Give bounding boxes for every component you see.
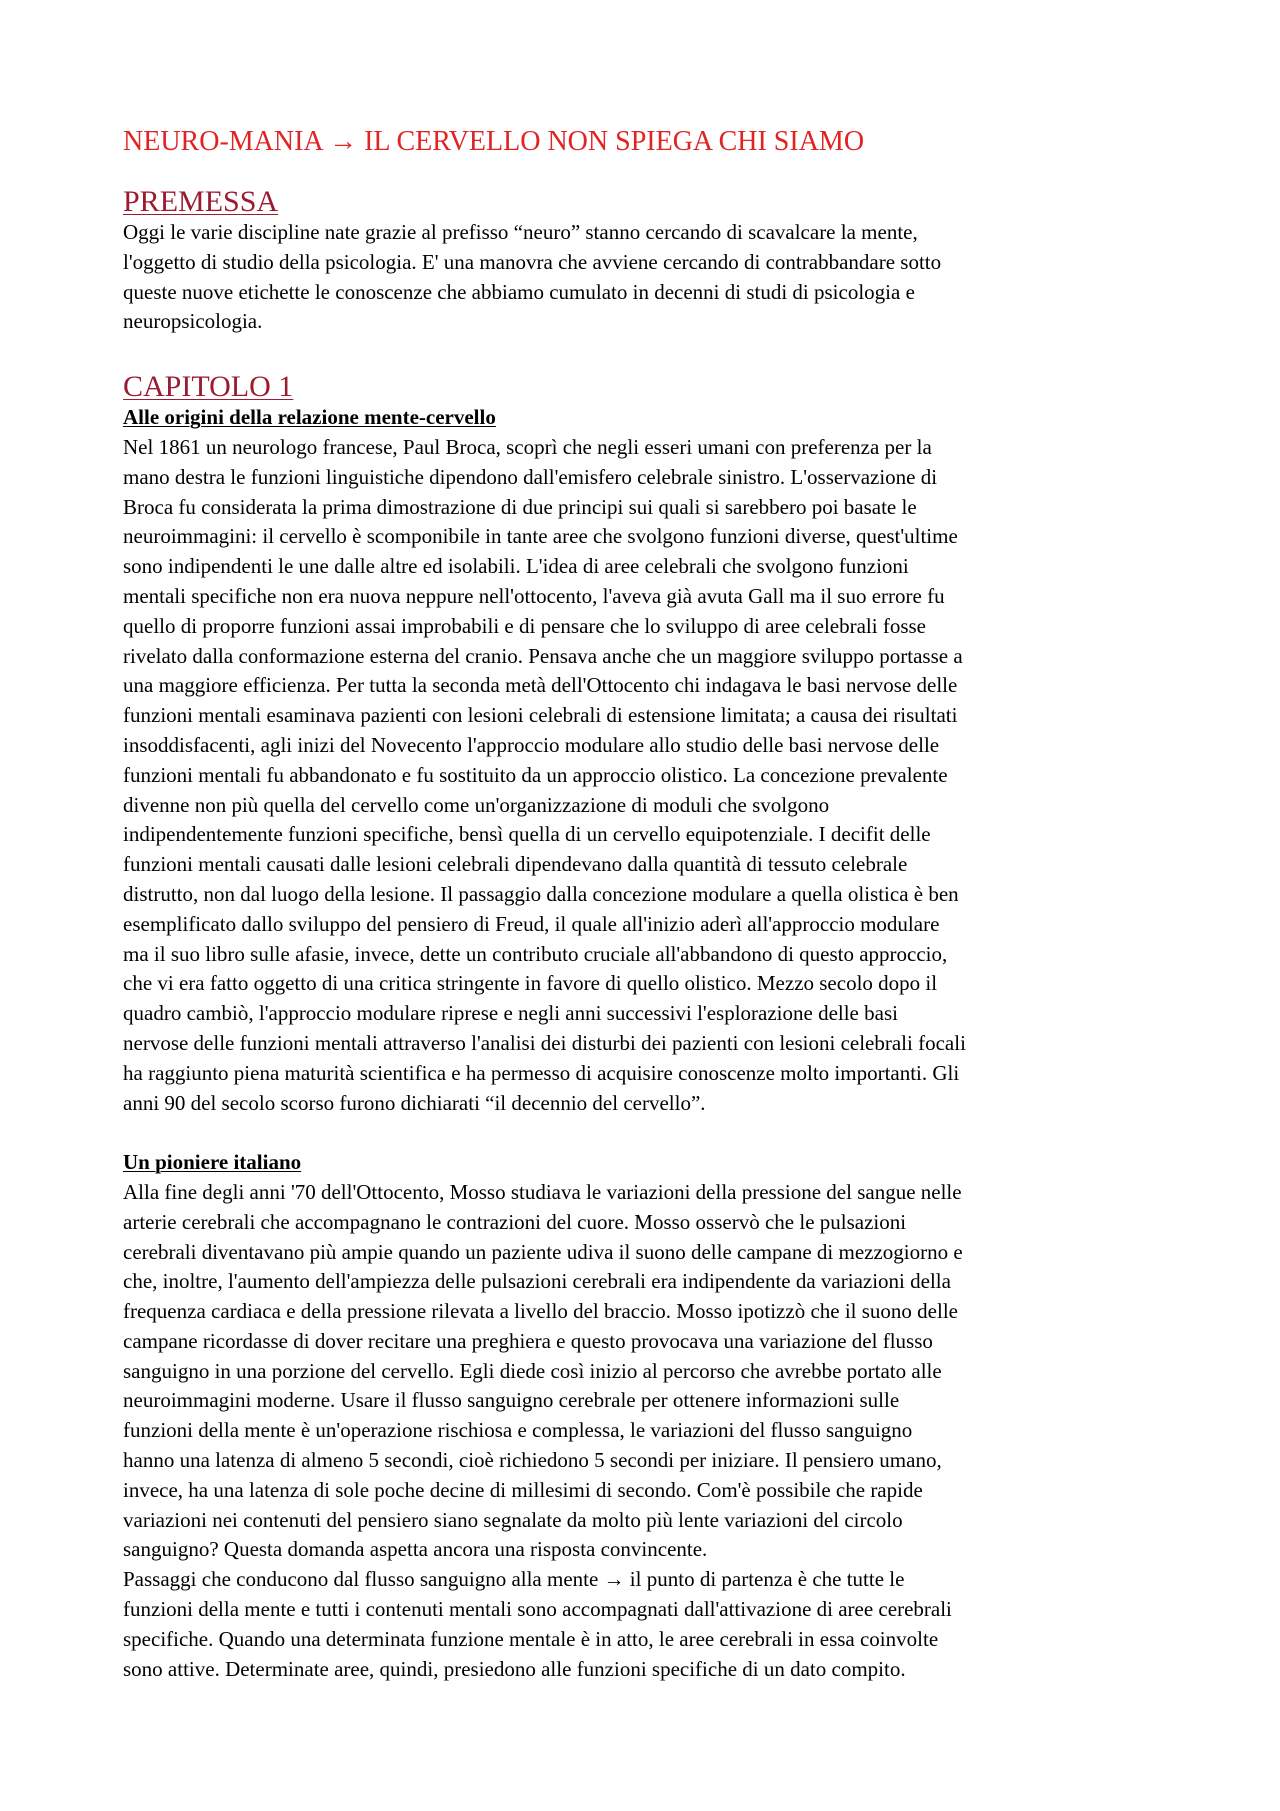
text-line: funzioni della mente e tutti i contenuti mentali sono accompagnati dall'attivazione di aree cerebrali xyxy=(123,1597,952,1622)
text-line: sono attive. Determinate aree, quindi, presiedono alle funzioni specifiche di un dato compito. xyxy=(123,1656,906,1681)
text-line: arterie cerebrali che accompagnano le contrazioni del cuore. Mosso osservò che le pulsazioni xyxy=(123,1209,907,1234)
text-line: funzioni mentali causati dalle lesioni celebrali dipendevano dalla quantità di tessuto celebrale xyxy=(123,852,908,877)
text-line: hanno una latenza di almeno 5 secondi, cioè richiedono 5 secondi per iniziare. Il pensiero umano, xyxy=(123,1448,942,1473)
text-line: neuropsicologia. xyxy=(123,309,263,334)
text-line: che, inoltre, l'aumento dell'ampiezza delle pulsazioni cerebrali era indipendente da variazioni della xyxy=(123,1269,951,1294)
text-line: queste nuove etichette le conoscenze che abbiamo cumulato in decenni di studi di psicologia e xyxy=(123,279,915,304)
pioniere-paragraph xyxy=(123,1178,1168,1565)
text-line: campane ricordasse di dover recitare una preghiera e questo provocava una variazione del flusso xyxy=(123,1328,933,1353)
section-heading-pioniere: Un pioniere italiano xyxy=(123,1150,302,1175)
text-line: funzioni mentali esaminava pazienti con lesioni celebrali di estensione limitata; a causa dei risultati xyxy=(123,703,958,728)
text-line: mentali specifiche non era nuova neppure nell'ottocento, l'aveva già avuta Gall ma il suo errore fu xyxy=(123,583,945,608)
document-body xyxy=(123,124,1168,1684)
text-line: neuroimmagini moderne. Usare il flusso sanguigno cerebrale per ottenere informazioni sulle xyxy=(123,1388,900,1413)
text-line: nervose delle funzioni mentali attraverso l'analisi dei disturbi dei pazienti con lesioni celebrali focali xyxy=(123,1030,966,1055)
text-line: funzioni della mente è un'operazione rischiosa e complessa, le variazioni del flusso sanguigno xyxy=(123,1418,913,1443)
text-line: frequenza cardiaca e della pressione rilevata a livello del braccio. Mosso ipotizzò che il suono delle xyxy=(123,1299,958,1324)
text-line: funzioni mentali fu abbandonato e fu sostituito da un approccio olistico. La concezione prevalente xyxy=(123,762,948,787)
text-line: una maggiore efficienza. Per tutta la seconda metà dell'Ottocento chi indagava le basi nervose delle xyxy=(123,673,958,698)
text-line: che vi era fatto oggetto di una critica stringente in favore di quello olistico. Mezzo secolo dopo il xyxy=(123,971,938,996)
text-line: Alla fine degli anni '70 dell'Ottocento, Mosso studiava le variazioni della pressione del sangue nelle xyxy=(123,1179,962,1204)
text-line: invece, ha una latenza di sole poche decine di millesimi di secondo. Com'è possibile che rapide xyxy=(123,1477,923,1502)
section-heading-origini: Alle origini della relazione mente-cervello xyxy=(123,405,496,430)
origini-paragraph xyxy=(123,433,1168,1118)
text-line: Nel 1861 un neurologo francese, Paul Broca, scoprì che negli esseri umani con preferenza per la xyxy=(123,434,932,459)
text-line: variazioni nei contenuti del pensiero siano segnalate da molto più lente variazioni del circolo xyxy=(123,1507,903,1532)
text-line: quadro cambiò, l'approccio modulare riprese e negli anni successivi l'esplorazione delle basi xyxy=(123,1001,898,1026)
text-line: ha raggiunto piena maturità scientifica e ha permesso di acquisire conoscenze molto importanti. Gli xyxy=(123,1060,960,1085)
premessa-heading: PREMESSA xyxy=(123,185,279,218)
text-line: cerebrali diventavano più ampie quando un paziente udiva il suono delle campane di mezzogiorno e xyxy=(123,1239,963,1264)
text-line: neuroimmagini: il cervello è scomponibile in tante aree che svolgono funzioni diverse, quest'ultime xyxy=(123,524,958,549)
premessa-paragraph xyxy=(123,218,1168,337)
passaggi-paragraph xyxy=(123,1565,1168,1684)
document-title: NEURO-MANIA → IL CERVELLO NON SPIEGA CHI SIAMO xyxy=(123,126,865,157)
text-line: esemplificato dallo sviluppo del pensiero di Freud, il quale all'inizio aderì all'approccio modulare xyxy=(123,911,940,936)
text-line: Broca fu considerata la prima dimostrazione di due principi sui quali si sarebbero poi basate le xyxy=(123,494,917,519)
text-line: mano destra le funzioni linguistiche dipendono dall'emisfero celebrale sinistro. L'osservazione di xyxy=(123,464,938,489)
text-line: rivelato dalla conformazione esterna del cranio. Pensava anche che un maggiore sviluppo portasse a xyxy=(123,643,963,668)
text-line: quello di proporre funzioni assai improbabili e di pensare che lo sviluppo di aree celebrali fosse xyxy=(123,613,926,638)
text-line: l'oggetto di studio della psicologia. E' una manovra che avviene cercando di contrabbandare sotto xyxy=(123,249,942,274)
text-line: divenne non più quella del cervello come un'organizzazione di moduli che svolgono xyxy=(123,792,830,817)
text-line: distrutto, non dal luogo della lesione. Il passaggio dalla concezione modulare a quella olistica è ben xyxy=(123,881,959,906)
text-line: anni 90 del secolo scorso furono dichiarati “il decennio del cervello”. xyxy=(123,1090,706,1115)
text-line: ma il suo libro sulle afasie, invece, dette un contributo cruciale all'abbandono di questo approccio, xyxy=(123,941,948,966)
text-line: insoddisfacenti, agli inizi del Novecento l'approccio modulare allo studio delle basi nervose delle xyxy=(123,732,940,757)
text-line: sanguigno? Questa domanda aspetta ancora una risposta convincente. xyxy=(123,1537,708,1562)
text-line: Passaggi che conducono dal flusso sanguigno alla mente → il punto di partenza è che tutte le xyxy=(123,1567,905,1592)
text-line: indipendentemente funzioni specifiche, bensì quella di un cervello equipotenziale. I decifit delle xyxy=(123,822,931,847)
text-line: specifiche. Quando una determinata funzione mentale è in atto, le aree cerebrali in essa coinvolte xyxy=(123,1626,939,1651)
text-line: sanguigno in una porzione del cervello. Egli diede così inizio al percorso che avrebbe portato alle xyxy=(123,1358,942,1383)
capitolo-1-heading: CAPITOLO 1 xyxy=(123,370,294,404)
text-line: Oggi le varie discipline nate grazie al prefisso “neuro” stanno cercando di scavalcare la mente, xyxy=(123,220,918,244)
text-line: sono indipendenti le une dalle altre ed isolabili. L'idea di aree celebrali che svolgono funzioni xyxy=(123,554,909,579)
